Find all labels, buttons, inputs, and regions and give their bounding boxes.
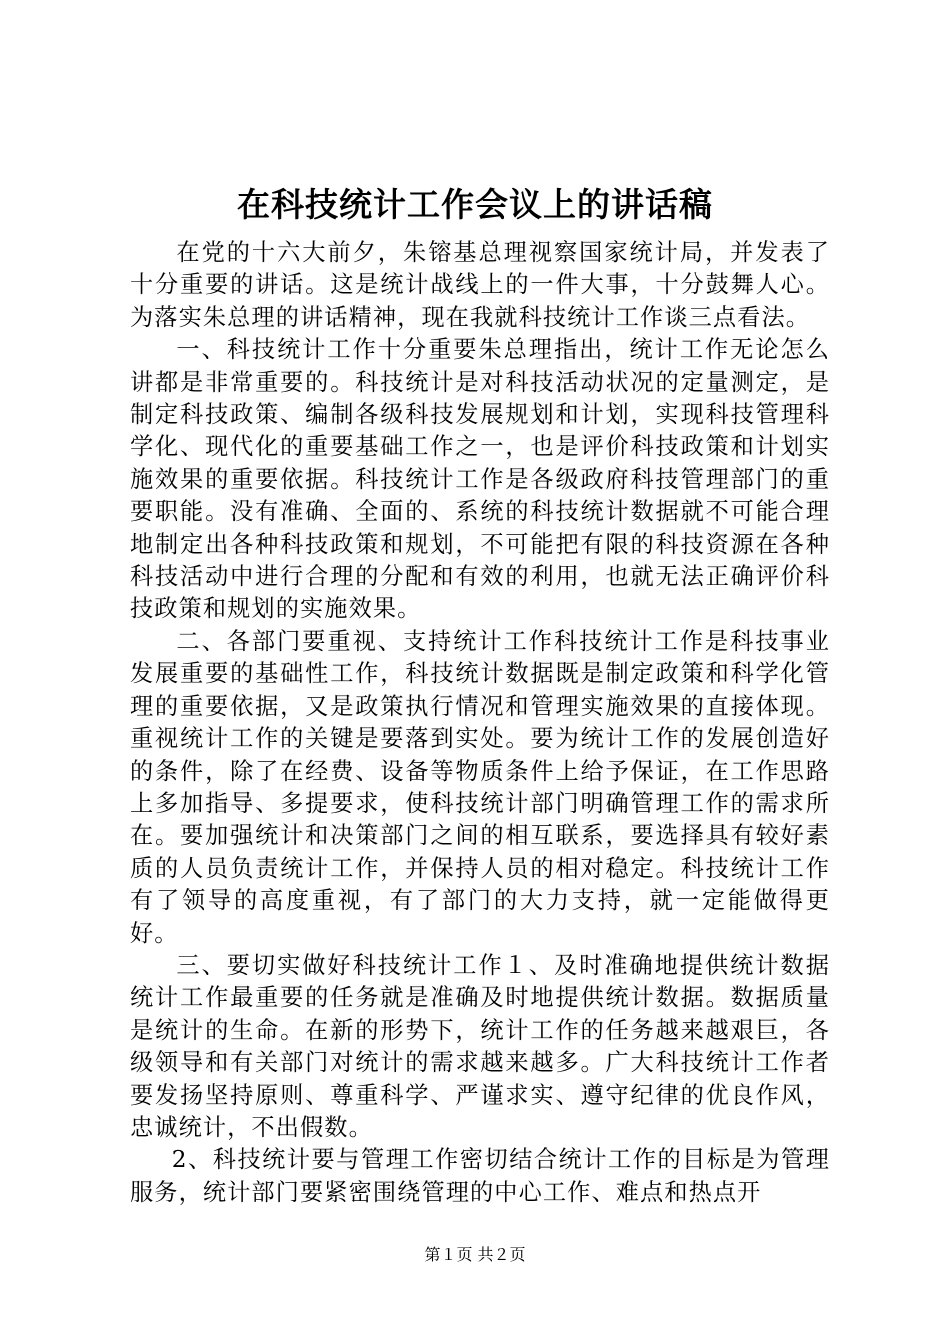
paragraph-section-two: 二、各部门要重视、支持统计工作科技统计工作是科技事业发展重要的基础性工作，科技统计数据既是制定政策和科学化管理的重要依据，又是政策执行情况和管理实施效果的直接体现。重视统计工作的关键是要落到实处。要为统计工作的发展创造好的条件，除了在经费、设备等物质条件上给予保证，在工作思路上多加指导、多提要求，使科技统计部门明确管理工作的需求所在。要加强统计和决策部门之间的相互联系，要选择具有较好素质的人员负责统计工作，并保持人员的相对稳定。科技统计工作有了领导的高度重视，有了部门的大力支持，就一定能做得更好。	[130, 627, 830, 947]
page-number-footer: 第１页 共２页	[424, 1245, 526, 1264]
document-title: 在科技统计工作会议上的讲话稿	[237, 185, 713, 224]
paragraph-section-three-item-two: 2、科技统计要与管理工作密切结合统计工作的目标是为管理服务，统计部门要紧密围绕管理的中心工作、难点和热点开	[130, 1146, 830, 1206]
document-body	[130, 237, 830, 1209]
paragraph-section-one: 一、科技统计工作十分重要朱总理指出，统计工作无论怎么讲都是非常重要的。科技统计是对科技活动状况的定量测定，是制定科技政策、编制各级科技发展规划和计划，实现科技管理科学化、现代化的重要基础工作之一，也是评价科技政策和计划实施效果的重要依据。科技统计工作是各级政府科技管理部门的重要职能。没有准确、全面的、系统的科技统计数据就不可能合理地制定出各种科技政策和规划，不可能把有限的科技资源在各种科技活动中进行合理的分配和有效的利用，也就无法正确评价科技政策和规划的实施效果。	[130, 336, 830, 623]
paragraph-section-three: 三、要切实做好科技统计工作１、及时准确地提供统计数据统计工作最重要的任务就是准确及时地提供统计数据。数据质量是统计的生命。在新的形势下，统计工作的任务越来越艰巨，各级领导和有关部门对统计的需求越来越多。广大科技统计工作者要发扬坚持原则、尊重科学、严谨求实、遵守纪律的优良作风，忠诚统计，不出假数。	[130, 951, 830, 1141]
paragraph-intro: 在党的十六大前夕，朱镕基总理视察国家统计局，并发表了十分重要的讲话。这是统计战线上的一件大事，十分鼓舞人心。为落实朱总理的讲话精神，现在我就科技统计工作谈三点看法。	[130, 239, 830, 331]
